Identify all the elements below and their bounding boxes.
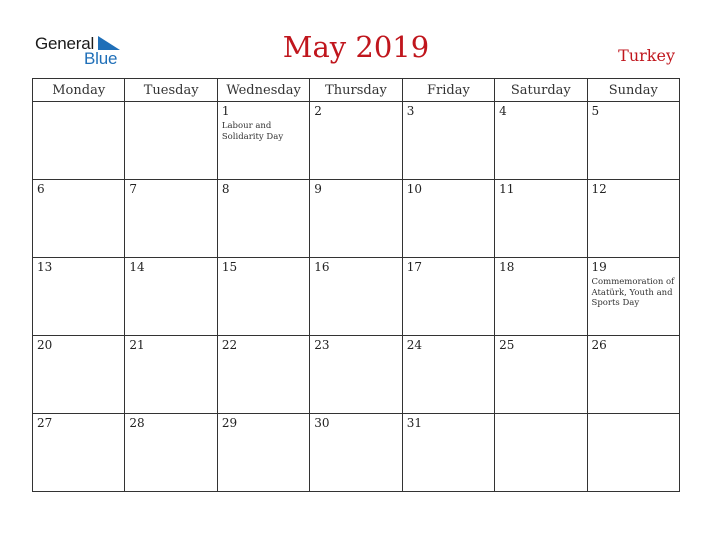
day-number: 30 [314,416,330,430]
day-number: 1 [221,104,230,118]
day-number [588,414,679,416]
holiday-label: Commemoration of Atatürk, Youth and Sports Day [591,277,675,308]
day-cell [33,102,125,180]
week-row [33,414,680,492]
weekday-header: Sunday [587,79,679,102]
week-row [33,336,680,414]
day-number: 20 [37,338,53,352]
page-title: May 2019 [282,30,430,64]
day-cell [125,180,217,258]
logo-blue-text: Blue [84,49,118,68]
day-number: 18 [499,260,515,274]
day-number: 3 [406,104,415,118]
day-cell [217,102,309,180]
day-cell [33,180,125,258]
week-row [33,180,680,258]
day-cell [217,258,309,336]
day-number: 5 [591,104,600,118]
day-number: 9 [314,182,322,196]
day-number: 13 [37,260,53,274]
day-cell [310,180,402,258]
day-cell [587,102,679,180]
day-cell [310,258,402,336]
day-number: 11 [499,182,515,196]
week-row [33,258,680,336]
day-cell [402,336,494,414]
weekday-header: Monday [33,79,125,102]
day-cell [587,414,679,492]
day-number: 21 [129,338,145,352]
day-number: 12 [591,182,607,196]
weekday-header: Tuesday [125,79,217,102]
day-number: 29 [221,416,238,430]
day-cell [495,336,587,414]
day-cell [125,336,217,414]
weekday-header: Wednesday [217,79,309,102]
weekday-header: Thursday [310,79,402,102]
day-cell [402,102,494,180]
day-cell [402,414,494,492]
day-number: 16 [314,260,330,274]
day-cell [495,180,587,258]
day-cell [217,180,309,258]
day-number: 8 [221,182,230,196]
day-cell [33,258,125,336]
day-number [125,102,216,104]
day-cell [402,180,494,258]
calendar-grid [32,78,680,492]
day-number: 4 [499,104,507,118]
day-number: 19 [591,260,607,274]
day-number: 28 [129,416,145,430]
day-cell [33,336,125,414]
day-cell [495,102,587,180]
day-cell [217,336,309,414]
day-number: 10 [406,182,422,196]
day-number: 2 [314,104,322,118]
day-number: 17 [406,260,422,274]
day-cell [587,336,679,414]
day-number: 25 [499,338,515,352]
day-cell [587,180,679,258]
day-cell [495,258,587,336]
day-number: 27 [37,416,53,430]
day-cell [217,414,309,492]
day-cell [33,414,125,492]
weekday-header: Saturday [495,79,587,102]
day-cell [125,102,217,180]
day-number [495,414,586,416]
day-number: 22 [221,338,238,352]
day-number: 15 [221,260,238,274]
day-number [33,102,124,104]
weekday-header: Friday [402,79,494,102]
day-cell [495,414,587,492]
day-cell [125,258,217,336]
day-cell [310,336,402,414]
weekday-header-row [33,79,680,102]
day-cell [310,102,402,180]
day-number: 7 [129,182,138,196]
day-number: 6 [37,182,45,196]
logo-general-text: General [35,34,95,53]
day-number: 26 [591,338,607,352]
day-number: 24 [406,338,422,352]
day-number: 23 [314,338,330,352]
day-cell [125,414,217,492]
day-number: 31 [406,416,422,430]
day-number: 14 [129,260,145,274]
day-cell [587,258,679,336]
day-cell [310,414,402,492]
day-cell [402,258,494,336]
country-label: Turkey [618,46,675,65]
week-row [33,102,680,180]
holiday-label: Labour and Solidarity Day [221,121,284,142]
